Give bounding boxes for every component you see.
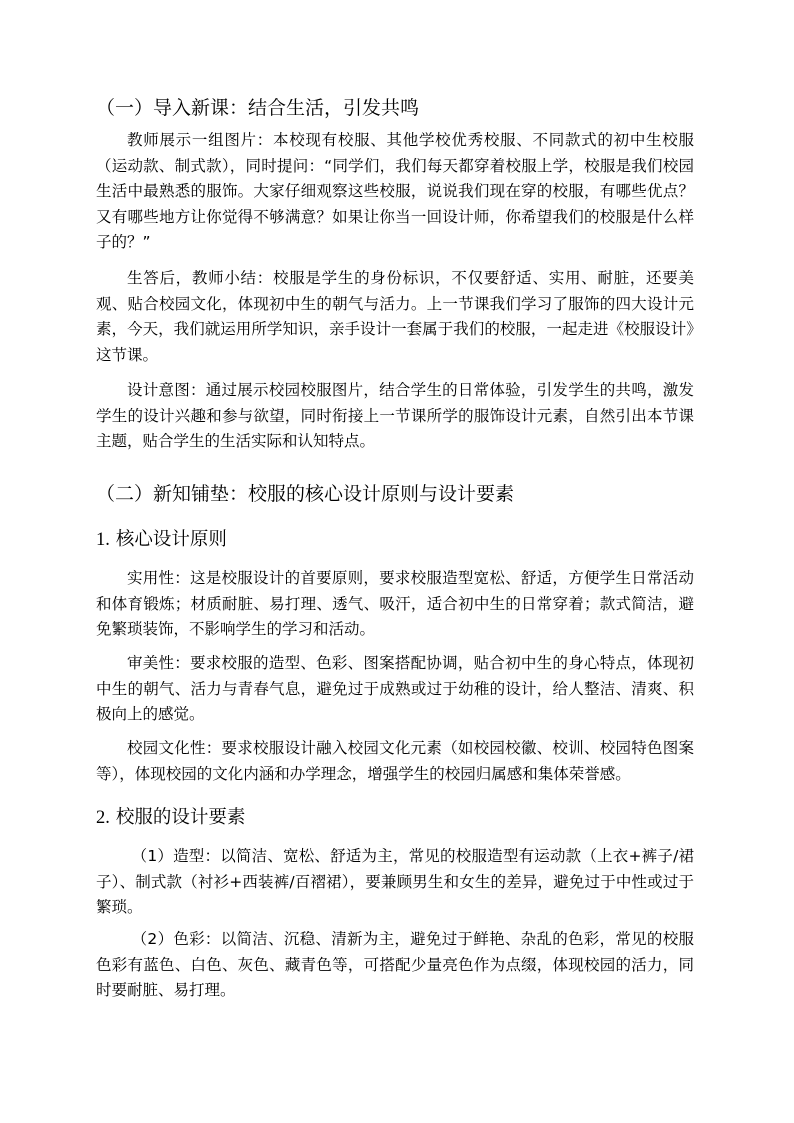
subsection1-heading xyxy=(96,526,227,554)
subsection2-heading xyxy=(96,804,245,832)
section1-heading: （一）导入新课：结合生活，引发共鸣 xyxy=(96,97,420,119)
section1-paragraph-2: 生答后，教师小结：校服是学生的身份标识，不仅要舒适、实用、耐脏，还要美观、贴合校园文化，体现初中生的朝气与活力。上一节课我们学习了服饰的四大设计元素，今天，我们就运用所学知识，亲手设计一套属于我们的校服，一起走进《校服设计》这节课。 xyxy=(96,269,694,364)
subsection2-number: 2. xyxy=(96,808,110,828)
subsection2-paragraph-1: （1）造型：以简洁、宽松、舒适为主，常见的校服造型有运动款（上衣+裤子/裙子）、制式款（衬衫+西装裤/百褶裙），要兼顾男生和女生的差异，避免过于中性或过于繁琐。 xyxy=(96,847,694,916)
subsection1-paragraph-1: 实用性：这是校服设计的首要原则，要求校服造型宽松、舒适，方便学生日常活动和体育锻炼；材质耐脏、易打理、透气、吸汗，适合初中生的日常穿着；款式简洁，避免繁琐装饰，不影响学生的学习和活动。 xyxy=(96,569,694,638)
section1-paragraph-1: 教师展示一组图片：本校现有校服、其他学校优秀校服、不同款式的初中生校服（运动款、制式款），同时提问：“同学们，我们每天都穿着校服上学，校服是我们校园生活中最熟悉的服饰。大家仔细观察这些校服，说说我们现在穿的校服，有哪些优点？又有哪些地方让你觉得不够满意？如果让你当一回设计师，你希望我们的校服是什么样子的？” xyxy=(96,131,694,251)
subsection1-paragraph-3: 校园文化性：要求校服设计融入校园文化元素（如校园校徽、校训、校园特色图案等），体现校园的文化内涵和办学理念，增强学生的校园归属感和集体荣誉感。 xyxy=(96,739,694,783)
section1-paragraph-3: 设计意图：通过展示校园校服图片，结合学生的日常体验，引发学生的共鸣，激发学生的设计兴趣和参与欲望，同时衔接上一节课所学的服饰设计元素，自然引出本节课主题，贴合学生的生活实际和认知特点。 xyxy=(96,381,694,450)
subsection1-paragraph-2: 审美性：要求校服的造型、色彩、图案搭配协调，贴合初中生的身心特点，体现初中生的朝气、活力与青春气息，避免过于成熟或过于幼稚的设计，给人整洁、清爽、积极向上的感觉。 xyxy=(96,654,694,723)
section2-heading: （二）新知铺垫：校服的核心设计原则与设计要素 xyxy=(96,483,515,505)
subsection2-paragraph-2: （2）色彩：以简洁、沉稳、清新为主，避免过于鲜艳、杂乱的色彩，常见的校服色彩有蓝色、白色、灰色、藏青色等，可搭配少量亮色作为点缀，体现校园的活力，同时要耐脏、易打理。 xyxy=(96,930,694,999)
subsection1-title: 核心设计原则 xyxy=(115,529,227,550)
subsection1-number: 1. xyxy=(96,530,110,550)
subsection2-title: 校服的设计要素 xyxy=(115,807,246,828)
